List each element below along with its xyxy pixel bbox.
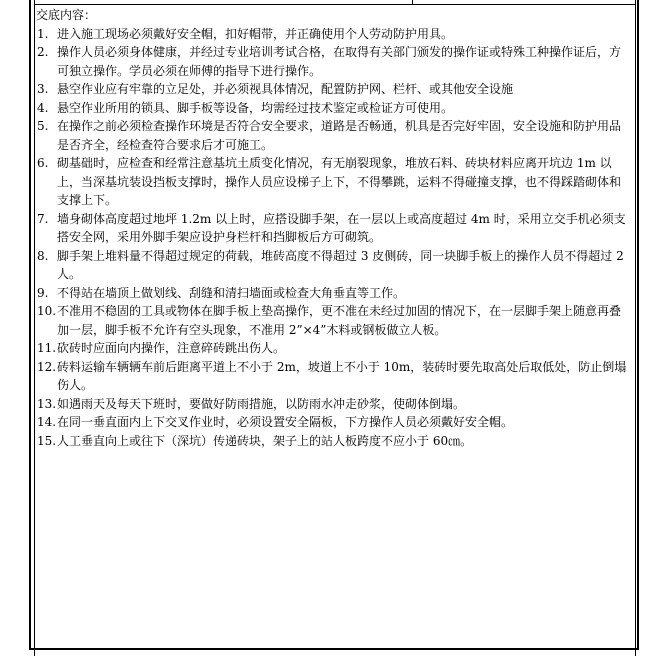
item-text: 如遇雨天及每天下班时，要做好防雨措施，以防雨水冲走砂浆，使砌体倒塌。 xyxy=(57,396,466,411)
item-text: 人工垂直向上或往下（深坑）传递砖块，架子上的站人板跨度不应小于 60㎝。 xyxy=(57,433,473,448)
list-item xyxy=(36,413,632,432)
item-number: 10. xyxy=(37,304,57,318)
list-item xyxy=(36,117,632,154)
item-number: 7. xyxy=(37,211,49,226)
inner-border-left xyxy=(34,0,35,656)
item-number: 11. xyxy=(37,341,57,355)
item-number: 8. xyxy=(37,248,49,263)
briefing-content xyxy=(36,6,632,450)
item-text: 进入施工现场必须戴好安全帽，扣好帽带，并正确使用个人劳动防护用具。 xyxy=(57,26,454,41)
item-number: 6. xyxy=(37,156,49,170)
item-text: 脚手架上堆料量不得超过规定的荷载，堆砖高度不得超过 3 皮侧砖，同一块脚手板上的操作人员不得超过 2 人。 xyxy=(57,248,624,281)
item-text: 不得站在墙顶上做划线、刮缝和清扫墙面或检查大角垂直等工作。 xyxy=(57,285,406,300)
list-item xyxy=(36,43,632,80)
item-text: 墙身砌体高度超过地坪 1.2m 以上时，应搭设脚手架，在一层以上或高度超过 4m 时，采用立交手机必须支搭安全网，采用外脚手架应设护身栏杆和挡脚板后方可砌筑。 xyxy=(57,211,626,244)
item-text: 在同一垂直面内上下交叉作业时，必须设置安全隔板，下方操作人员必须戴好安全帽。 xyxy=(57,415,514,429)
item-number: 1. xyxy=(37,26,49,41)
item-number: 14. xyxy=(37,415,57,429)
list-item xyxy=(36,339,632,358)
list-item xyxy=(36,395,632,414)
item-number: 12. xyxy=(37,359,57,374)
item-text: 悬空作业所用的锁具、脚手板等设备，均需经过技术鉴定或检证方可使用。 xyxy=(57,100,454,115)
list-item xyxy=(36,154,632,210)
list-item xyxy=(36,25,632,44)
item-number: 13. xyxy=(37,396,57,411)
item-number: 15. xyxy=(37,433,57,448)
list-item xyxy=(36,80,632,99)
list-item xyxy=(36,358,632,395)
item-number: 3. xyxy=(37,82,49,96)
item-text: 在操作之前必须检查操作环境是否符合安全要求，道路是否畅通，机具是否完好牢固，安全设施和防护用品是否齐全，经检查符合要求后才可施工。 xyxy=(57,119,622,152)
item-number: 4. xyxy=(37,100,49,115)
column-divider-tick xyxy=(412,0,413,5)
item-number: 5. xyxy=(37,119,49,133)
item-text: 不准用不稳固的工具或物体在脚手板上垫高操作，更不准在未经过加固的情况下，在一层脚手架上随意再叠加一层，脚手板不允许有空头现象，不准用 2”×4”木料或钢板做立人板。 xyxy=(57,304,622,337)
item-text: 砌基础时，应检查和经常注意基坑土质变化情况，有无崩裂现象，堆放石料、砖块材料应离开坑边 1m 以上，当深基坑装设挡板支撑时，操作人员应设梯子上下，不得攀跳，运料不得碰撞支撑，也不得踩踏砌体和支撑上下。 xyxy=(57,156,622,207)
item-text: 悬空作业应有牢靠的立足处，并必须视具体情况，配置防护网、栏杆、或其他安全设施 xyxy=(57,82,514,96)
item-text: 砍砖时应面向内操作，注意碎砖跳出伤人。 xyxy=(57,341,286,355)
inner-border-right xyxy=(635,0,636,656)
list-item xyxy=(36,210,632,247)
table-top-rule xyxy=(34,4,636,5)
item-text: 操作人员必须身体健康，并经过专业培训考试合格，在取得有关部门颁发的操作证或特殊工种操作证后，方可独立操作。学员必须在师傅的指导下进行操作。 xyxy=(57,45,622,78)
list-item xyxy=(36,284,632,303)
item-text: 砖料运输车辆辆车前后距离平道上不小于 2m，坡道上不小于 10m，装砖时要先取高处后取低处，防止倒塌伤人。 xyxy=(57,359,627,392)
list-item xyxy=(36,302,632,339)
list-item xyxy=(36,432,632,451)
safety-item-list xyxy=(36,25,632,451)
item-number: 2. xyxy=(37,45,49,59)
content-heading: 交底内容： xyxy=(36,8,97,22)
list-item xyxy=(36,99,632,118)
item-number: 9. xyxy=(37,285,49,300)
list-item xyxy=(36,247,632,284)
